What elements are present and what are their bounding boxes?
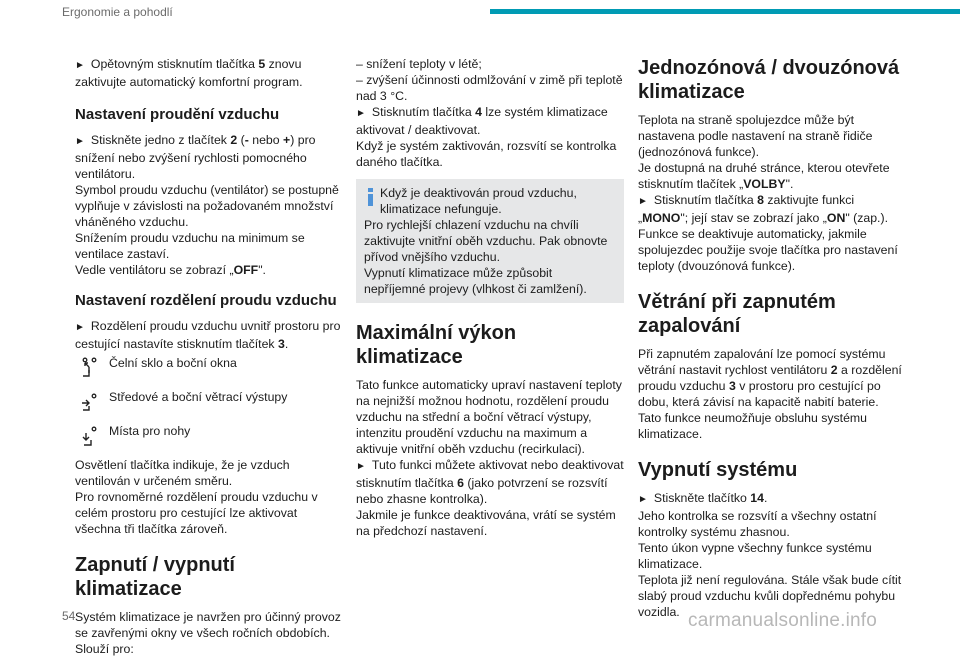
paragraph-button4-light: Když je systém zaktivován, rozsvítí se kontrolka daného tlačítka. xyxy=(356,139,617,169)
footwell-vent-icon xyxy=(79,423,101,449)
vent-option-windscreen xyxy=(75,355,343,381)
vent-option-feet xyxy=(75,423,343,449)
step-marker-icon: ► xyxy=(75,136,85,147)
paragraph-button4: ► Stisknutím tlačítka 4 lze systém klimatizace aktivovat / deaktivovat. xyxy=(356,105,608,137)
paragraph-distribution: ► Rozdělení proudu vzduchu uvnitř prostoru pro cestující nastavíte stisknutím tlačítek 3. xyxy=(75,319,341,351)
paragraph-button8: ► Stisknutím tlačítka 8 zaktivujte funkci „MONO"; její stav se zobrazí jako „ON" (zap.). xyxy=(638,193,888,225)
paragraph-ventilation: Při zapnutém zapalování lze pomocí systému větrání nastavit rychlost ventilátoru 2 a rozdělení proudu vzduchu 3 v prostoru pro cestující po dobu, která závisí na kapacitě nabití baterie. xyxy=(638,347,902,409)
header-accent-bar xyxy=(490,9,960,14)
paragraph-intro: ► Opětovným stisknutím tlačítka 5 znovu zaktivujte automatický komfortní program. xyxy=(75,57,303,89)
step-marker-icon: ► xyxy=(75,60,85,71)
paragraph-zone-options: Je dostupná na druhé stránce, kterou otevřete stisknutím tlačítek „VOLBY". xyxy=(638,161,890,191)
paragraph-max-ac-restore: Jakmile je funkce deaktivována, vrátí se systém na předchozí nastavení. xyxy=(356,508,616,538)
heading-airflow: Nastavení proudění vzduchu xyxy=(75,106,280,123)
heading-ventilation: Větrání při zapnutém zapalování xyxy=(638,291,836,337)
column-right xyxy=(638,56,906,620)
center-vent-icon xyxy=(79,389,101,415)
paragraph-off-functions: Tento úkon vypne všechny funkce systému klimatizace. xyxy=(638,541,872,571)
info-text-fogging: Vypnutí klimatizace může způsobit nepříjemné projevy (vlhkost či zamlžení). xyxy=(364,266,587,296)
paragraph-off-temperature: Teplota již není regulována. Stále však bude cítit slabý proud vzduchu kvůli dopřednému pohybu vozidla. xyxy=(638,573,902,619)
heading-system-off: Vypnutí systému xyxy=(638,459,798,481)
vent-option-label: Čelní sklo a boční okna xyxy=(109,356,237,370)
column-middle xyxy=(356,56,624,539)
paragraph-button6: ► Tuto funkci můžete aktivovat nebo deaktivovat stisknutím tlačítka 6 (jako potvrzení se rozsvítí nebo zhasne kontrolka). xyxy=(356,458,624,506)
info-icon xyxy=(366,188,375,206)
vent-option-label: Středové a boční větrací výstupy xyxy=(109,390,288,404)
paragraph-airflow-symbol: Symbol proudu vzduchu (ventilátor) se postupně vyplňuje v závislosti na požadovaném množství vháněného vzduchu. xyxy=(75,183,339,229)
paragraph-ventilation-note: Tato funkce neumožňuje obsluhu systému klimatizace. xyxy=(638,411,867,441)
paragraph-all-buttons: Pro rovnoměrné rozdělení proudu vzduchu v celém prostoru pro cestující lze aktivovat všechna tři tlačítka zároveň. xyxy=(75,490,318,536)
heading-ac-onoff: Zapnutí / vypnutí klimatizace xyxy=(75,554,235,600)
watermark: carmanualsonline.info xyxy=(688,610,878,631)
heading-distribution: Nastavení rozdělení proudu vzduchu xyxy=(75,292,337,309)
step-marker-icon: ► xyxy=(638,494,648,505)
paragraph-button-light: Osvětlení tlačítka indikuje, že je vzduch ventilován v určeném směru. xyxy=(75,458,290,488)
paragraph-ac-onoff: Systém klimatizace je navržen pro účinný provoz se zavřenými okny ve všech ročních obdobích. Slouží pro: xyxy=(75,610,341,656)
step-marker-icon: ► xyxy=(356,108,366,119)
paragraph-button14: ► Stiskněte tlačítko 14. xyxy=(638,491,768,505)
windscreen-vent-icon xyxy=(79,355,101,381)
paragraph-max-ac: Tato funkce automaticky upraví nastavení teploty na nejnižší možnou hodnotu, rozdělení proudu vzduchu na střední a boční větrací výstupy, intenzitu proudění vzduchu na maximum a aktivuje vnitřní oběh vzduchu (recirkulaci). xyxy=(356,378,622,456)
heading-zone: Jednozónová / dvouzónová klimatizace xyxy=(638,57,900,103)
paragraph-airflow-step: ► Stiskněte jedno z tlačítek 2 (- nebo +) pro snížení nebo zvýšení rychlosti pomocného ventilátoru. xyxy=(75,133,316,181)
paragraph-off-lights: Jeho kontrolka se rozsvítí a všechny ostatní kontrolky systému zhasnou. xyxy=(638,509,877,539)
paragraph-zone-dual: Funkce se deaktivuje automaticky, jakmile spolujezdec použije svoje tlačítka pro nastavení teploty (dvouzónová funkce). xyxy=(638,227,898,273)
vent-option-label: Místa pro nohy xyxy=(109,424,191,438)
column-left xyxy=(75,56,343,657)
info-text-cooling: Pro rychlejší chlazení vzduchu na chvíli zaktivujte vnitřní oběh vzduchu. Pak obnovte přívod vnějšího vzduchu. xyxy=(364,218,608,264)
heading-max-ac: Maximální výkon klimatizace xyxy=(356,322,517,368)
info-text-airflow: Když je deaktivován proud vzduchu, klimatizace nefunguje. xyxy=(380,186,577,216)
list-item-winter: – zvýšení účinnosti odmlžování v zimě při teplotě nad 3 °C. xyxy=(356,73,623,103)
list-item-summer: – snížení teploty v létě; xyxy=(356,57,482,71)
paragraph-zone-mono: Teplota na straně spolujezdce může být nastavena podle nastavení na straně řidiče (jednozónová funkce). xyxy=(638,113,873,159)
paragraph-airflow-off: Vedle ventilátoru se zobrazí „OFF". xyxy=(75,263,266,277)
section-title: Ergonomie a pohodlí xyxy=(62,5,173,19)
page-number: 54 xyxy=(62,609,76,623)
paragraph-airflow-min: Snížením proudu vzduchu na minimum se ventilace zastaví. xyxy=(75,231,305,261)
info-box xyxy=(356,179,624,303)
step-marker-icon: ► xyxy=(356,461,366,472)
step-marker-icon: ► xyxy=(75,322,85,333)
vent-option-center xyxy=(75,389,343,415)
step-marker-icon: ► xyxy=(638,196,648,207)
